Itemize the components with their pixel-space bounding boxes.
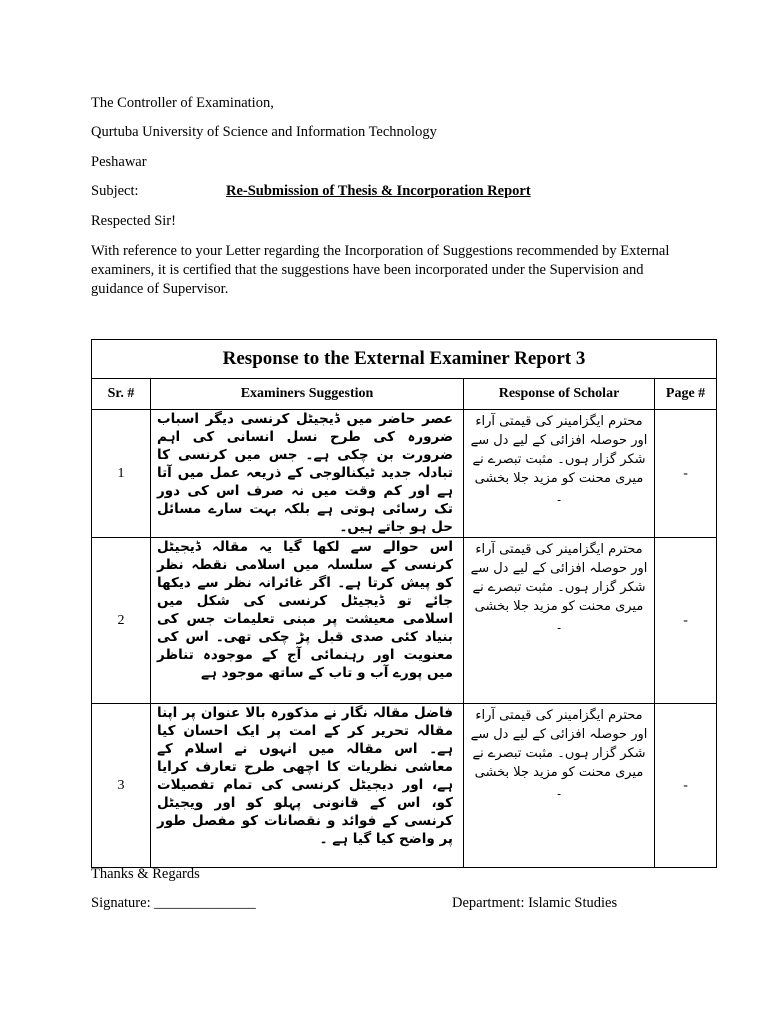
header-response: Response of Scholar [464,379,655,410]
table-row [92,538,717,704]
row-page: - [655,704,717,868]
table-row [92,704,717,868]
row-response: محترم ایگزامینر کی قیمتی آراء اور حوصلہ افزائی کے لیے دل سے شکر گزار ہوں۔ مثبت تبصرے نے میری محنت کو مزید جلا بخشی ۔ [464,538,655,704]
row-suggestion: فاضل مقالہ نگار نے مذکورہ بالا عنوان پر اپنا مقالہ تحریر کر کے امت پر ایک احسان کیا ہے۔ اس مقالہ میں انہوں نے اسلام کے معاشی نظریات کا اچھی طرح تعارف کرایا ہے، اور دیجیٹل کرنسی کی تمام تفصیلات کو، اس کے قانونی پہلو کو اور ویجیٹل کرنسی کے فوائد و نقصانات کو مفصل طور پر واضح کیا گیا ہے ۔ [151,704,464,868]
row-sr: 3 [92,704,151,868]
table-row [92,410,717,538]
signature-line: Signature: ______________ [91,895,256,911]
row-sr: 1 [92,410,151,538]
row-page: - [655,410,717,538]
subject-label: Subject: [91,183,139,199]
recipient-title: The Controller of Examination, [91,95,274,111]
department-label: Department: Islamic Studies [452,895,618,911]
letter-body: With reference to your Letter regarding the Incorporation of Suggestions recommended by External examiners, it is certified that the suggestions have been incorporated under the Supervision and guidance of Supervisor. [91,243,670,297]
response-table [91,339,717,868]
row-sr: 2 [92,538,151,704]
row-page: - [655,538,717,704]
header-page: Page # [655,379,717,410]
header-suggestion: Examiners Suggestion [151,379,464,410]
table-title: Response to the External Examiner Report 3 [92,340,717,379]
recipient-city: Peshawar [91,154,147,170]
header-sr: Sr. # [92,379,151,410]
row-suggestion: اس حوالے سے لکھا گیا یہ مقالہ ڈیجیٹل کرنسی کے سلسلہ میں اسلامی نقطہ نظر کو پیش کرتا ہے۔ اگر غائرانہ نظر سے دیکھا جائے تو ڈیجیٹل کرنسی کی شکل میں اسلامی معیشت پر مبنی تعلیمات جس کی بنیاد کئی صدی قبل پڑ چکی تھی۔ اس کی معنویت اور رہنمائی آج کے موجودہ تناظر میں پورے آب و تاب کے ساتھ موجود ہے [151,538,464,704]
closing-thanks: Thanks & Regards [91,866,200,882]
row-response: محترم ایگزامینر کی قیمتی آراء اور حوصلہ افزائی کے لیے دل سے شکر گزار ہوں۔ مثبت تبصرے نے میری محنت کو مزید جلا بخشی ۔ [464,704,655,868]
salutation: Respected Sir! [91,213,176,229]
table-header-row [92,379,717,410]
recipient-university: Qurtuba University of Science and Information Technology [91,124,437,140]
row-response: محترم ایگزامینر کی قیمتی آراء اور حوصلہ افزائی کے لیے دل سے شکر گزار ہوں۔ مثبت تبصرے نے میری محنت کو مزید جلا بخشی ۔ [464,410,655,538]
subject-title: Re-Submission of Thesis & Incorporation Report [226,183,531,199]
row-suggestion: عصر حاضر میں ڈیجیٹل کرنسی دیگر اسباب ضرورہ کی طرح نسل انسانی کی اہم ضرورت بن چکی ہے۔ جس میں کرنسی کا تبادلہ جدید ٹیکنالوجی کے ذریعہ عمل میں آتا ہے اور کم وقت میں نہ صرف اس کی دور تک رسائی ہوتی ہے بلکہ بہت سارے مسائل حل ہو جاتے ہیں۔ [151,410,464,538]
